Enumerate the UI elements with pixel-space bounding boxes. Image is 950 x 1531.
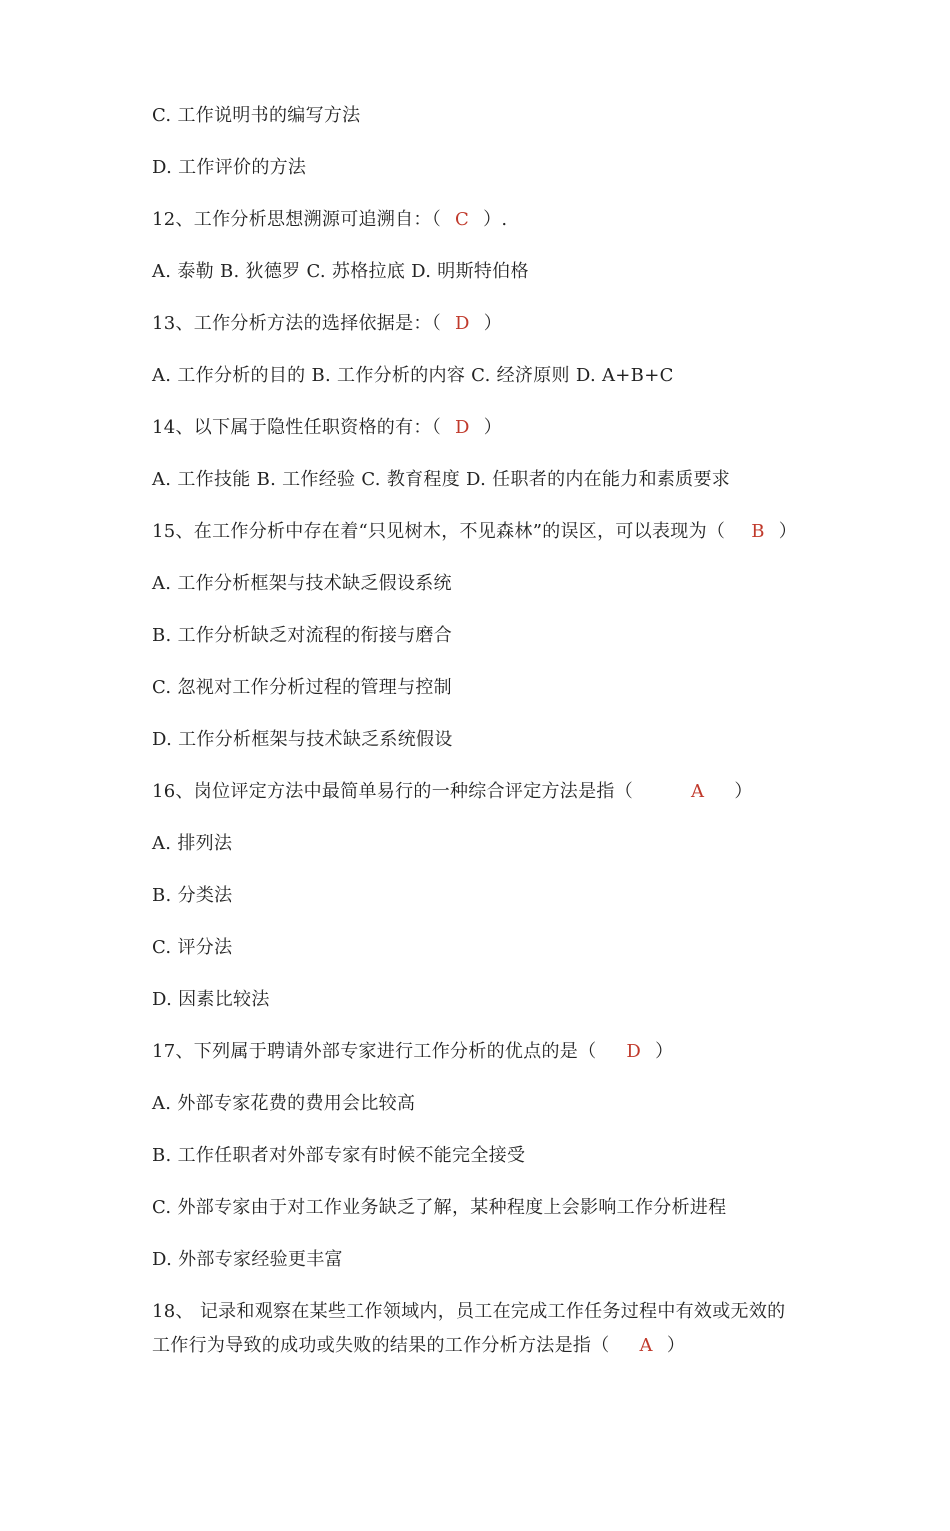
answer-mark: D bbox=[455, 313, 470, 334]
question-suffix: ） bbox=[666, 1335, 686, 1356]
question-18-line2 bbox=[152, 1334, 685, 1358]
question-suffix: ） bbox=[655, 1041, 674, 1062]
option-a: A. 排列法 bbox=[152, 833, 233, 854]
question-suffix: ） bbox=[734, 781, 753, 802]
option-text: D. 工作评价的方法 bbox=[152, 157, 307, 178]
question-text: 13、工作分析方法的选择依据是：（ bbox=[152, 313, 442, 334]
option-a: A. 工作分析框架与技术缺乏假设系统 bbox=[152, 573, 452, 594]
option-b: B. 工作分析缺乏对流程的衔接与磨合 bbox=[152, 625, 453, 646]
options-line: A. 泰勒 B. 狄德罗 C. 苏格拉底 D. 明斯特伯格 bbox=[152, 261, 529, 282]
question-suffix: ） bbox=[483, 417, 503, 438]
option-c: C. 外部专家由于对工作业务缺乏了解，某种程度上会影响工作分析进程 bbox=[152, 1197, 727, 1218]
question-text: 17、下列属于聘请外部专家进行工作分析的优点的是（ bbox=[152, 1041, 597, 1062]
question-text: 16、岗位评定方法中最简单易行的一种综合评定方法是指（ bbox=[152, 781, 634, 802]
option-c: C. 忽视对工作分析过程的管理与控制 bbox=[152, 677, 452, 698]
option-d: D. 因素比较法 bbox=[152, 989, 270, 1010]
option-c: C. 评分法 bbox=[152, 937, 233, 958]
question-text: 14、以下属于隐性任职资格的有：（ bbox=[152, 417, 442, 438]
option-a: A. 外部专家花费的费用会比较高 bbox=[152, 1093, 416, 1114]
answer-mark: D bbox=[455, 417, 470, 438]
question-16 bbox=[152, 780, 753, 804]
question-suffix: ） bbox=[483, 313, 503, 334]
options-line: A. 工作技能 B. 工作经验 C. 教育程度 D. 任职者的内在能力和素质要求 bbox=[152, 469, 731, 490]
question-14 bbox=[152, 416, 502, 440]
option-d: D. 外部专家经验更丰富 bbox=[152, 1249, 343, 1270]
option-b: B. 分类法 bbox=[152, 885, 233, 906]
question-text: 12、工作分析思想溯源可追溯自：（ bbox=[152, 209, 442, 230]
options-line: A. 工作分析的目的 B. 工作分析的内容 C. 经济原则 D. A+B+C bbox=[152, 365, 674, 386]
question-text: 工作行为导致的成功或失败的结果的工作分析方法是指（ bbox=[152, 1335, 610, 1356]
option-b: B. 工作任职者对外部专家有时候不能完全接受 bbox=[152, 1145, 526, 1166]
question-text: 15、在工作分析中存在着“只见树木，不见森林”的误区，可以表现为（ bbox=[152, 521, 726, 542]
option-text: C. 工作说明书的编写方法 bbox=[152, 105, 361, 126]
question-12 bbox=[152, 208, 507, 232]
question-suffix: ） bbox=[778, 521, 798, 542]
question-17 bbox=[152, 1040, 673, 1064]
option-d: D. 工作分析框架与技术缺乏系统假设 bbox=[152, 729, 453, 750]
answer-mark: A bbox=[639, 1335, 653, 1356]
answer-mark: B bbox=[751, 521, 765, 542]
question-18-line1: 18、 记录和观察在某些工作领域内，员工在完成工作任务过程中有效或无效的 bbox=[152, 1301, 786, 1322]
question-13 bbox=[152, 312, 502, 336]
answer-mark: D bbox=[626, 1041, 642, 1062]
question-suffix: ）. bbox=[483, 209, 508, 230]
answer-mark: A bbox=[691, 781, 705, 802]
question-15 bbox=[152, 520, 797, 544]
answer-mark: C bbox=[455, 209, 470, 230]
